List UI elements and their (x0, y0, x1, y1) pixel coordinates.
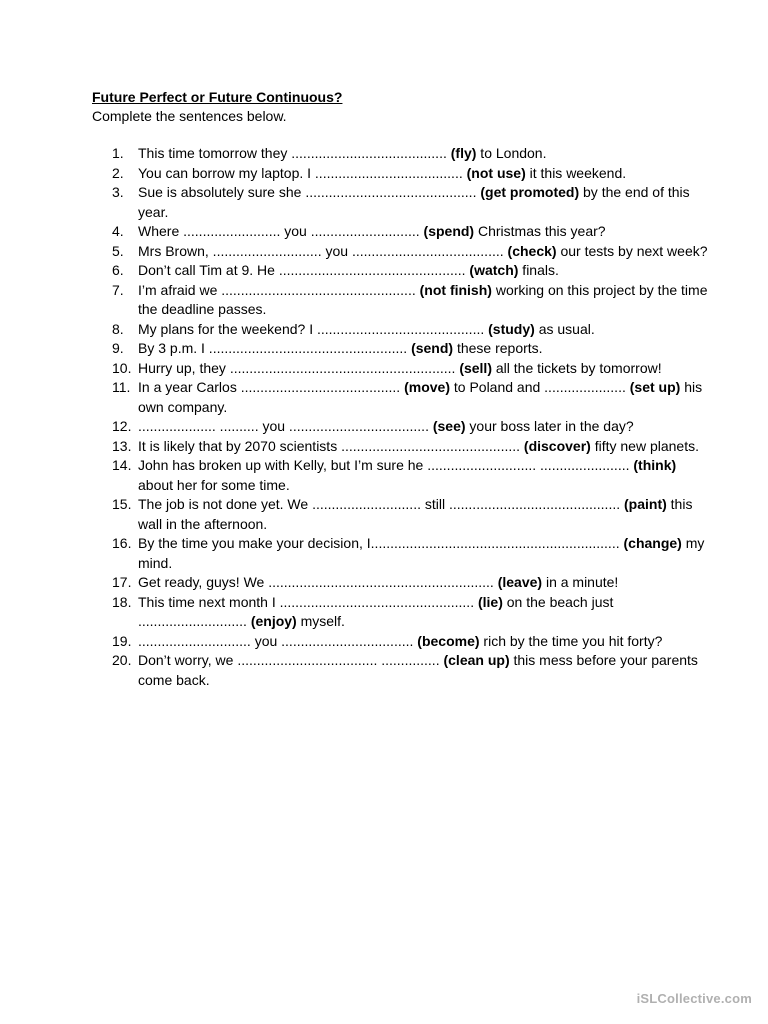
exercise-item (92, 320, 732, 340)
item-text (138, 593, 732, 632)
item-text (138, 339, 732, 359)
exercise-item (92, 242, 732, 262)
sentence-fragment: .................... .......... you .................................... (138, 418, 433, 434)
verb-prompt: (check) (507, 242, 557, 259)
item-number-label: 15. (112, 496, 132, 512)
item-number (92, 320, 138, 340)
sentence-fragment: your boss later in the day? (465, 418, 634, 434)
sentence-fragment: by the end of this year. (138, 184, 690, 220)
exercise-item (92, 534, 732, 573)
item-number-label: 16. (112, 535, 132, 551)
item-number (92, 378, 138, 417)
sentence-fragment: I’m afraid we .................................................. (138, 281, 420, 298)
sentence-fragment: Don’t call Tim at 9. He ................................................ (138, 262, 470, 278)
item-number-label: 9. (112, 340, 124, 356)
item-text (138, 222, 732, 242)
item-number-label: 7. (112, 281, 124, 298)
exercise-item (92, 144, 732, 164)
item-text (138, 281, 732, 320)
verb-prompt: (send) (411, 340, 454, 356)
exercise-item (92, 495, 732, 534)
exercise-item (92, 183, 732, 222)
verb-prompt: (set up) (629, 379, 681, 395)
sentence-fragment: This time next month I .................................................. (138, 593, 478, 610)
item-number (92, 456, 138, 495)
sentence-fragment: my mind. (138, 535, 705, 571)
sentence-fragment: this wall in the afternoon. (138, 496, 693, 532)
item-number (92, 359, 138, 379)
item-number-label: 20. (112, 652, 132, 668)
exercise-item (92, 281, 732, 320)
exercise-item (92, 339, 732, 359)
item-text (138, 437, 732, 457)
sentence-fragment: this mess before your parents come back. (138, 652, 698, 688)
exercise-item (92, 593, 732, 632)
item-number (92, 183, 138, 222)
exercise-item (92, 417, 732, 437)
site-watermark: iSLCollective.com (636, 991, 752, 1006)
exercise-item (92, 222, 732, 242)
item-text (138, 242, 732, 262)
item-text (138, 378, 732, 417)
verb-prompt: (spend) (423, 223, 475, 239)
item-text (138, 456, 732, 495)
item-number (92, 632, 138, 652)
sentence-fragment: You can borrow my laptop. I ...................................... (138, 164, 467, 181)
verb-prompt: (paint) (624, 496, 667, 512)
exercise-item (92, 573, 732, 593)
sentence-fragment: Mrs Brown, ............................ you ....................................... (138, 242, 508, 259)
verb-prompt: (not finish) (419, 281, 492, 298)
item-number (92, 417, 138, 437)
item-number-label: 18. (112, 593, 132, 610)
item-text (138, 651, 732, 690)
verb-prompt: (leave) (497, 574, 543, 590)
item-number (92, 164, 138, 184)
sentence-fragment: Don’t worry, we .................................... ............... (138, 652, 444, 668)
item-text (138, 144, 732, 164)
sentence-fragment: to Poland and ..................... (449, 379, 630, 395)
sentence-fragment: our tests by next week? (556, 242, 708, 259)
item-number (92, 339, 138, 359)
sentence-fragment: It is likely that by 2070 scientists .............................................. (138, 437, 524, 454)
item-number-label: 13. (112, 437, 132, 454)
exercise-item (92, 437, 732, 457)
sentence-fragment: My plans for the weekend? I ........................................... (138, 320, 489, 337)
sentence-fragment: in a minute! (542, 574, 619, 590)
sentence-fragment: Where ......................... you ............................ (138, 223, 424, 239)
exercise-item (92, 651, 732, 690)
sentence-fragment: fifty new planets. (590, 437, 699, 454)
item-number-label: 19. (112, 632, 132, 649)
item-number (92, 573, 138, 593)
sentence-fragment: Christmas this year? (474, 223, 606, 239)
sentence-fragment: The job is not done yet. We ............................ still ............................................ (138, 496, 625, 512)
item-text (138, 164, 732, 184)
item-number-label: 1. (112, 145, 124, 161)
item-number (92, 222, 138, 242)
exercise-item (92, 456, 732, 495)
instructions: Complete the sentences below. (92, 108, 287, 124)
verb-prompt: (sell) (459, 359, 492, 376)
verb-prompt: (move) (404, 379, 450, 395)
item-text (138, 320, 732, 340)
verb-prompt: (enjoy) (250, 613, 297, 629)
item-number (92, 593, 138, 632)
verb-prompt: (watch) (469, 262, 519, 278)
item-number-label: 8. (112, 320, 124, 337)
verb-prompt: (become) (417, 632, 480, 649)
sentence-fragment: ............................. you .................................. (138, 632, 418, 649)
sentence-fragment: Get ready, guys! We .......................................................... (138, 574, 498, 590)
item-text (138, 495, 732, 534)
worksheet (92, 88, 732, 690)
sentence-fragment: working on this project by the time the deadline passes. (138, 281, 708, 317)
item-number-label: 3. (112, 184, 124, 200)
exercise-item (92, 359, 732, 379)
sentence-fragment: as usual. (534, 320, 595, 337)
item-text (138, 632, 732, 652)
item-text (138, 417, 732, 437)
item-number (92, 242, 138, 262)
sentence-fragment: myself. (296, 613, 345, 629)
item-text (138, 183, 732, 222)
sentence-fragment: these reports. (453, 340, 543, 356)
exercise-item (92, 632, 732, 652)
item-number-label: 6. (112, 262, 124, 278)
verb-prompt: (change) (623, 535, 682, 551)
verb-prompt: (study) (488, 320, 535, 337)
sentence-fragment: By the time you make your decision, I................................................................ (138, 535, 624, 551)
sentence-fragment: Sue is absolutely sure she ............................................ (138, 184, 481, 200)
exercise-item (92, 378, 732, 417)
item-number-label: 4. (112, 223, 124, 239)
item-number-label: 14. (112, 457, 132, 473)
item-number (92, 495, 138, 534)
item-number-label: 11. (112, 379, 131, 395)
verb-prompt: (see) (432, 418, 466, 434)
sentence-fragment: In a year Carlos ......................................... (138, 379, 405, 395)
verb-prompt: (lie) (477, 593, 503, 610)
item-number (92, 534, 138, 573)
sentence-fragment: By 3 p.m. I ................................................... (138, 340, 412, 356)
sentence-fragment: finals. (518, 262, 559, 278)
verb-prompt: (discover) (523, 437, 591, 454)
verb-prompt: (think) (633, 457, 677, 473)
item-number-label: 10. (112, 359, 132, 376)
sentence-fragment: his own company. (138, 379, 703, 415)
exercise-item (92, 164, 732, 184)
sentence-fragment: Hurry up, they .......................................................... (138, 359, 460, 376)
item-number (92, 651, 138, 690)
item-number-label: 17. (112, 574, 132, 590)
sentence-fragment: This time tomorrow they ........................................ (138, 145, 451, 161)
exercise-item (92, 261, 732, 281)
item-text (138, 359, 732, 379)
item-number (92, 144, 138, 164)
sentence-fragment: John has broken up with Kelly, but I’m sure he ............................ ....................... (138, 457, 634, 473)
sentence-fragment: all the tickets by tomorrow! (492, 359, 662, 376)
worksheet-title: Future Perfect or Future Continuous? (92, 89, 343, 105)
item-text (138, 261, 732, 281)
sentence-fragment: to London. (476, 145, 547, 161)
item-text (138, 534, 732, 573)
sentence-fragment: it this weekend. (525, 164, 627, 181)
verb-prompt: (fly) (450, 145, 477, 161)
item-number-label: 2. (112, 164, 124, 181)
item-number (92, 437, 138, 457)
verb-prompt: (clean up) (443, 652, 510, 668)
sentence-fragment: rich by the time you hit forty? (479, 632, 663, 649)
item-number-label: 5. (112, 242, 124, 259)
sentence-fragment: about her for some time. (138, 476, 290, 493)
item-text (138, 573, 732, 593)
verb-prompt: (not use) (466, 164, 526, 181)
item-number (92, 261, 138, 281)
item-number (92, 281, 138, 320)
item-number-label: 12. (112, 418, 132, 434)
exercise-list (92, 144, 732, 690)
verb-prompt: (get promoted) (480, 184, 580, 200)
sentence-fragment: on the beach just ............................ (138, 593, 614, 629)
